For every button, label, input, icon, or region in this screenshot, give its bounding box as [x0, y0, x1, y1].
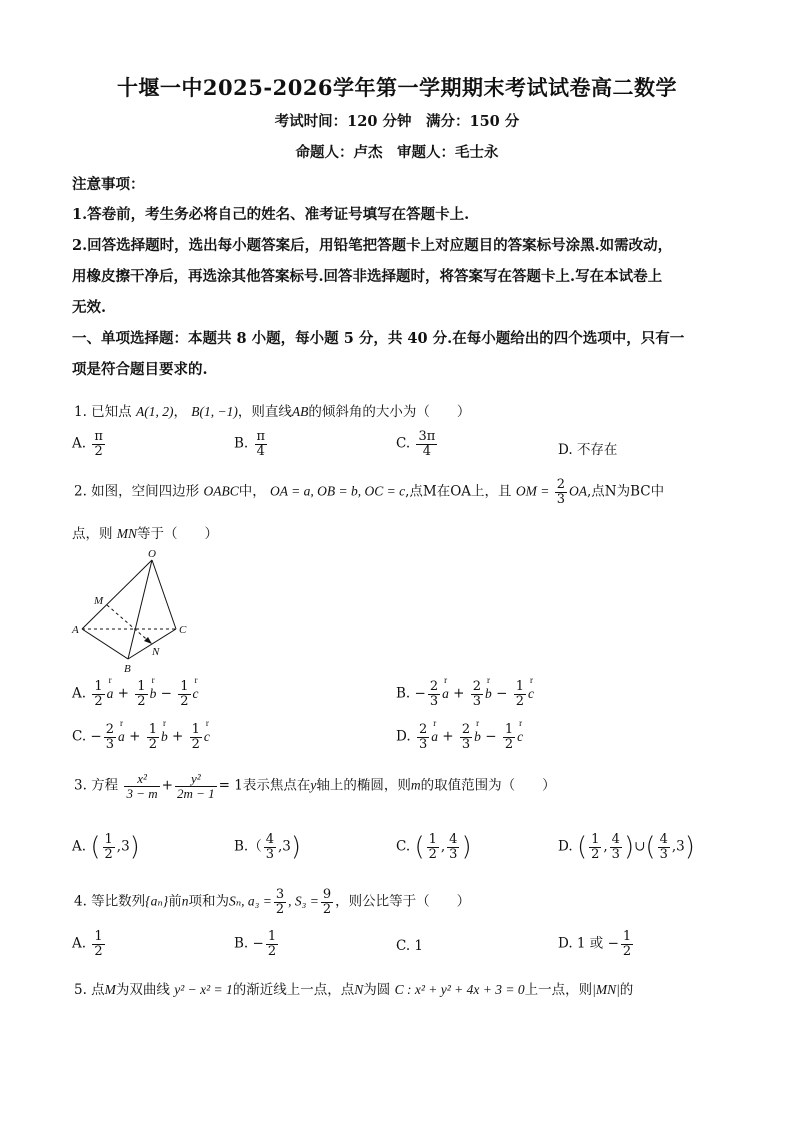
q5-m: M [104, 982, 116, 997]
q2-oa: OA [568, 483, 587, 499]
q2-frac: $\frac{2}{3}$ [556, 477, 565, 507]
q3-stem-c: 的取值范围为（ ） [420, 777, 556, 794]
page-title: 十堰一中2025-2026学年第一学期期末考试试卷高二数学 [116, 75, 678, 100]
q4-option-b-label: B. [234, 935, 249, 952]
q2-stem-a: 2. 如图，空间四边形 [74, 483, 200, 500]
q3-stem-a: 3. 方程 [74, 777, 119, 794]
q4-stem-b: 前 [168, 893, 182, 910]
q5-stem-a: 5. 点 [74, 982, 105, 998]
q4-stem-c: 项和为 [188, 893, 229, 910]
edge-ob [128, 560, 152, 659]
q2-stem-b: 中， [238, 483, 266, 500]
q3-stem-b: 轴上的椭圆，则 [316, 777, 411, 794]
q1-option-b-frac: $\frac{\pi}{4}$ [256, 429, 266, 459]
q2-option-a-label: A. [72, 685, 87, 702]
label-b: B [124, 663, 131, 675]
q1-option-c-frac: $\frac{3\pi}{4}$ [418, 429, 436, 459]
question-1-stem: 1. 已知点 A(1, 2)， B(1, −1)，则直线AB的倾斜角的大小为（ ） [74, 404, 471, 420]
section-1-line-1: 一、单项选择题：本题共 8 小题，每小题 5 分，共 40 分.在每小题给出的四个选项中，只有一 [72, 330, 685, 347]
q3-option-d: D. ( $\frac{1}{2}$ , $\frac{4}{3}$ )∪( $\frac{4}{3}$ ,3) [558, 831, 695, 862]
q5-abs: |MN| [592, 982, 620, 997]
q1-option-d-label: D. [558, 442, 573, 458]
q1-stem-a: 1. 已知点 [74, 404, 132, 420]
q3-option-a-label: A. [72, 838, 87, 855]
q1-line-ab: AB [291, 404, 309, 419]
q4-option-b: B. − $\frac{1}{2}$ [234, 929, 277, 959]
q1-option-a-frac: $\frac{\pi}{2}$ [94, 429, 103, 459]
q3-eq-end: = 1表示焦点在 [218, 777, 311, 794]
exam-authors: 命题人：卢杰 审题人：毛士永 [295, 144, 499, 161]
q2-option-d-label: D. [396, 728, 411, 745]
segment-mn [107, 605, 152, 644]
q5-stem-d: 为圆 [363, 982, 391, 998]
q3-option-a: A. ( $\frac{1}{2}$ ,3) [72, 831, 140, 862]
label-n: N [152, 646, 160, 658]
q3-option-b-label: B.（ [234, 838, 262, 855]
q4-option-d-sign: − [607, 935, 619, 952]
q2-line2: 点，则 [72, 526, 113, 542]
q5-stem-b: 为双曲线 [115, 982, 170, 998]
q4-seq: {aₙ} [145, 893, 169, 909]
q3-option-c-label: C. [396, 838, 411, 855]
q3-y: y [310, 777, 317, 793]
notes-heading: 注意事项： [72, 176, 145, 193]
q4-option-b-sign: − [252, 935, 264, 952]
q5-n: N [354, 982, 364, 997]
q1-point-a: A(1, 2) [135, 404, 174, 419]
q5-stem-f: 的 [619, 982, 634, 998]
notes-item-2-line-3: 无效. [72, 299, 107, 316]
q4-cond2: , S₃ = [288, 893, 319, 909]
q5-hyperbola: y² − x² = 1 [174, 982, 233, 997]
question-2-line-2 [72, 522, 218, 542]
q2-om: OM = [515, 483, 553, 499]
q2-option-c-label: C. [72, 728, 87, 745]
q3-option-c: C. ( $\frac{1}{2}$ , $\frac{4}{3}$ ) [396, 831, 472, 862]
label-a: A [72, 624, 79, 636]
exam-info: 考试时间：120 分钟 满分：150 分 [274, 113, 520, 130]
q2-option-c: C. − $\frac{2}{3}$ r a + $\frac{1}{2}$ r b + $\frac{1}{2}$ r c [72, 723, 210, 751]
q1-option-d [558, 438, 617, 458]
tetrahedron-figure [62, 545, 202, 675]
q2-option-b-label: B. [396, 685, 411, 702]
q4-option-a: A. $\frac{1}{2}$ [72, 929, 103, 959]
notes-item-2-line-1: 2.回答选择题时，选出每小题答案后，用铅笔把答题卡上对应题目的答案标号涂黑.如需改动， [72, 237, 673, 254]
label-o: O [148, 548, 156, 560]
q4-option-d: D. 1 或 − $\frac{1}{2}$ [558, 929, 632, 959]
q2-option-d: D. $\frac{2}{3}$ r a + $\frac{2}{3}$ r b − $\frac{1}{2}$ r c [396, 723, 523, 751]
q3-m: m [410, 777, 421, 793]
q2-option-a: A. $\frac{1}{2}$ r a + $\frac{1}{2}$ r b − $\frac{1}{2}$ r c [72, 680, 199, 708]
q2-mn: MN [116, 526, 138, 541]
q3-option-b: B.（ $\frac{4}{3}$ ,3) [234, 831, 302, 862]
label-c: C [179, 624, 187, 636]
question-4-stem: 4. 等比数列{aₙ}前n项和为Sₙ, a₃ = $\frac{3}{2}$ , S₃ = $\frac{9}{2}$ ，则公比等于（ ） [74, 887, 471, 917]
q5-stem-c: 的渐近线上一点，点 [232, 982, 355, 998]
q4-n: n [181, 893, 189, 909]
edge-oc [152, 560, 176, 629]
q4-option-c: C. 1 [396, 938, 424, 954]
q4-stem-a: 4. 等比数列 [74, 893, 146, 910]
notes-item-2-line-2: 用橡皮擦干净后，再选涂其他答案标号.回答非选择题时，将答案写在答题卡上.写在本试卷上 [72, 268, 663, 285]
q1-option-b-label: B. [234, 435, 249, 452]
q2-stem-c: 点M在OA上，且 [409, 483, 512, 500]
edge-oa [82, 560, 152, 629]
q5-circle: C : x² + y² + 4x + 3 = 0 [394, 982, 525, 997]
q2-option-b: B. − $\frac{2}{3}$ r a + $\frac{2}{3}$ r b − $\frac{1}{2}$ r c [396, 680, 534, 708]
label-m: M [94, 595, 104, 607]
q1-option-a [72, 430, 107, 458]
q1-option-c [396, 430, 439, 458]
question-5-stem [74, 978, 633, 998]
q1-point-b: B(1, −1) [191, 404, 238, 419]
q4-option-a-label: A. [72, 935, 87, 952]
q1-stem-b: ，则直线 [237, 404, 292, 420]
q1-option-d-text: 不存在 [576, 442, 618, 458]
q4-cond: Sₙ, a₃ = [228, 893, 272, 909]
q2-line2-end: 等于（ ） [137, 526, 219, 542]
notes-item-1: 1.答卷前，考生务必将自己的姓名、准考证号填写在答题卡上. [72, 206, 470, 223]
q1-option-a-label: A. [72, 435, 87, 452]
q4-option-d-label: D. 1 或 [558, 935, 604, 952]
q2-vectors: OA = a, OB = b, OC = c [270, 483, 406, 499]
q2-quad: OABC [203, 483, 239, 499]
question-2-stem: 2. 如图，空间四边形 OABC中， OA = a, OB = b, OC = c,点M在OA上，且 OM = $\frac{2}{3}$ OA,点N为BC中 [74, 477, 665, 507]
q1-option-c-label: C. [396, 435, 411, 452]
q1-option-b [234, 430, 269, 458]
question-3-stem: 3. 方程 $\frac{\text{x²}}{3 - m}$ + $\frac{\text{y²}}{2m - 1}$ = 1表示焦点在y轴上的椭圆，则m的取值范围为（ ） [74, 771, 556, 801]
q2-stem-d: 点N为BC中 [591, 483, 665, 500]
section-1-line-2: 项是符合题目要求的. [72, 361, 208, 378]
edge-ab [82, 629, 128, 659]
q5-stem-e: 上一点，则 [524, 982, 593, 998]
q3-option-d-label: D. [558, 838, 573, 855]
q1-stem-c: 的倾斜角的大小为（ ） [308, 404, 471, 420]
q4-stem-d: ，则公比等于（ ） [335, 893, 471, 910]
